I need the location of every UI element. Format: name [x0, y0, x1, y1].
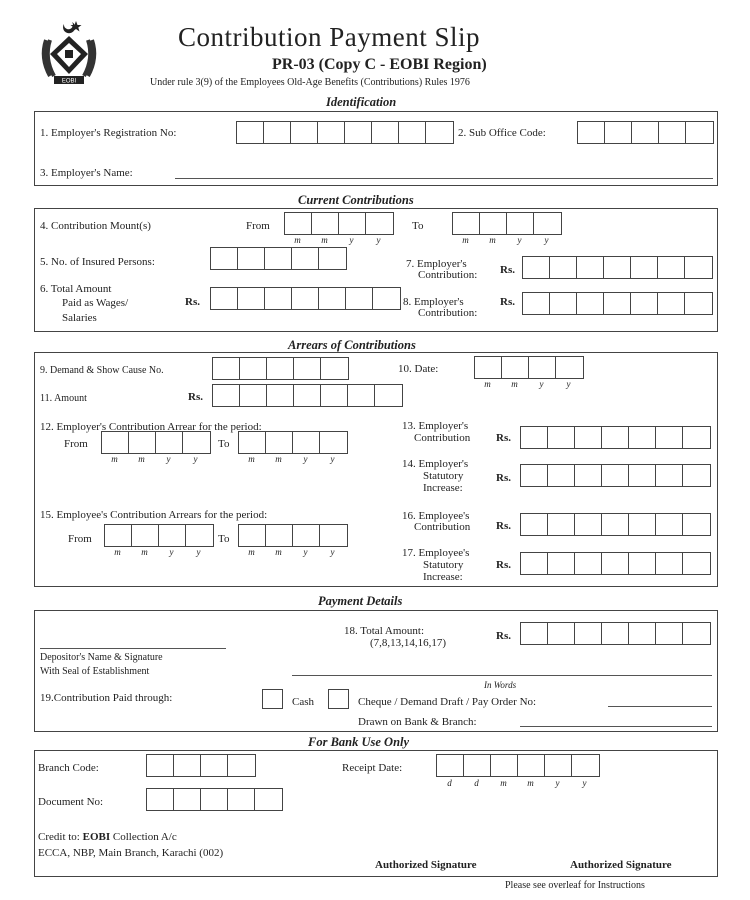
- employer-name-input[interactable]: [175, 178, 713, 179]
- footer-note: Please see overleaf for Instructions: [505, 880, 645, 891]
- rs-label: Rs.: [500, 296, 515, 308]
- authorized-signature-2: Authorized Signature: [570, 859, 672, 871]
- employer-arrear-from-input[interactable]: [101, 431, 211, 454]
- rs-label: Rs.: [496, 472, 511, 484]
- depositor-label: Depositor's Name & Signature: [40, 652, 163, 663]
- insured-persons-label: 5. No. of Insured Persons:: [40, 256, 155, 268]
- rule-note: Under rule 3(9) of the Employees Old-Age Benefits (Contributions) Rules 1976: [150, 77, 470, 88]
- svg-text:EOBI: EOBI: [61, 78, 77, 85]
- drawn-on-input[interactable]: [520, 726, 712, 727]
- from-label: From: [246, 220, 270, 232]
- receipt-date-input[interactable]: [436, 754, 600, 777]
- employee-arrear-period-label: 15. Employee's Contribution Arrears for the period:: [40, 509, 268, 521]
- total-amount-input[interactable]: [520, 622, 711, 645]
- cheque-number-input[interactable]: [608, 706, 712, 707]
- employee-statutory-label: Statutory: [423, 559, 464, 571]
- total-amount-wages-input[interactable]: [210, 287, 401, 310]
- in-words-label: In Words: [484, 680, 517, 690]
- rs-label: Rs.: [500, 264, 515, 276]
- contribution-from-input[interactable]: [284, 212, 394, 235]
- receipt-date-label: Receipt Date:: [342, 762, 403, 774]
- rs-label: Rs.: [185, 296, 200, 308]
- date-format-labels: m m y y: [248, 547, 335, 557]
- total-amount-label: 18. Total Amount:: [344, 625, 425, 637]
- employer-contribution-13-label: Contribution: [414, 432, 471, 444]
- employer-contribution-8-label: Contribution:: [418, 307, 478, 319]
- section-identification: Identification: [326, 95, 397, 109]
- depositor-label: With Seal of Establishment: [40, 666, 150, 677]
- branch-code-label: Branch Code:: [38, 762, 99, 774]
- contribution-months-label: 4. Contribution Mount(s): [40, 220, 151, 232]
- employee-arrear-from-input[interactable]: [104, 524, 214, 547]
- employer-contribution-label: 7. Employer's: [406, 258, 467, 270]
- depositor-signature-line[interactable]: [40, 648, 226, 649]
- rs-label: Rs.: [496, 559, 511, 571]
- insured-persons-input[interactable]: [210, 247, 347, 270]
- demand-show-cause-input[interactable]: [212, 357, 349, 380]
- demand-show-cause-label: 9. Demand & Show Cause No.: [40, 365, 164, 376]
- rs-label: Rs.: [188, 391, 203, 403]
- credit-to-text: Credit to: EOBI Collection A/c: [38, 831, 177, 843]
- credit-account-text: ECCA, NBP, Main Branch, Karachi (002): [38, 847, 224, 859]
- employee-arrear-to-input[interactable]: [238, 524, 348, 547]
- total-amount-fields-label: (7,8,13,14,16,17): [370, 637, 447, 649]
- form-title: Contribution Payment Slip: [178, 22, 481, 52]
- branch-code-input[interactable]: [146, 754, 256, 777]
- cash-label: Cash: [292, 696, 314, 708]
- date-format-labels: m m y y: [462, 235, 549, 245]
- employer-arrear-period-label: 12. Employer's Contribution Arrear for the period:: [40, 421, 262, 433]
- date-format-labels: m m y y: [114, 547, 201, 557]
- date-format-labels: d d m m y y: [447, 778, 587, 788]
- drawn-on-label: Drawn on Bank & Branch:: [358, 716, 477, 728]
- date-format-labels: m m y y: [484, 379, 571, 389]
- authorized-signature-1: Authorized Signature: [375, 859, 477, 871]
- date-format-labels: m m y y: [248, 454, 335, 464]
- total-amount-wages-label: Salaries: [62, 312, 97, 324]
- sub-office-code-input[interactable]: [577, 121, 714, 144]
- cheque-label: Cheque / Demand Draft / Pay Order No:: [358, 696, 537, 708]
- employer-contribution-8-input[interactable]: [522, 292, 713, 315]
- to-label: To: [218, 438, 230, 450]
- employer-arrear-to-input[interactable]: [238, 431, 348, 454]
- employer-name-label: 3. Employer's Name:: [40, 167, 133, 179]
- amount-input[interactable]: [212, 384, 403, 407]
- rs-label: Rs.: [496, 630, 511, 642]
- to-label: To: [412, 220, 424, 232]
- from-label: From: [64, 438, 88, 450]
- employer-contribution-13-input[interactable]: [520, 426, 711, 449]
- employee-statutory-input[interactable]: [520, 552, 711, 575]
- total-amount-wages-label: 6. Total Amount: [40, 283, 112, 295]
- to-label: To: [218, 533, 230, 545]
- employer-contribution-13-label: 13. Employer's: [402, 420, 469, 432]
- section-current-contributions: Current Contributions: [298, 193, 414, 207]
- total-amount-wages-label: Paid as Wages/: [62, 297, 129, 309]
- employer-registration-label: 1. Employer's Registration No:: [40, 127, 177, 139]
- document-no-label: Document No:: [38, 796, 104, 808]
- section-payment-details: Payment Details: [318, 594, 403, 608]
- cheque-checkbox[interactable]: [328, 689, 349, 709]
- employer-contribution-label: Contribution:: [418, 269, 478, 281]
- rs-label: Rs.: [496, 432, 511, 444]
- date-input[interactable]: [474, 356, 584, 379]
- employer-contribution-8-label: 8. Employer's: [403, 296, 464, 308]
- eobi-logo: [36, 18, 102, 88]
- amount-in-words-input[interactable]: [292, 675, 712, 676]
- date-format-labels: m m y y: [294, 235, 381, 245]
- document-no-input[interactable]: [146, 788, 283, 811]
- employer-statutory-label: Statutory: [423, 470, 464, 482]
- employer-registration-input[interactable]: [236, 121, 454, 144]
- date-label: 10. Date:: [398, 363, 439, 375]
- section-bank-use: For Bank Use Only: [308, 735, 410, 749]
- employee-contribution-16-label: 16. Employee's: [402, 510, 470, 522]
- cash-checkbox[interactable]: [262, 689, 283, 709]
- employee-contribution-16-label: Contribution: [414, 521, 471, 533]
- amount-label: 11. Amount: [40, 393, 87, 404]
- employee-statutory-label: Increase:: [423, 571, 463, 583]
- employee-statutory-label: 17. Employee's: [402, 547, 470, 559]
- employer-contribution-input[interactable]: [522, 256, 713, 279]
- employer-statutory-label: 14. Employer's: [402, 458, 469, 470]
- sub-office-code-label: 2. Sub Office Code:: [458, 127, 546, 139]
- contribution-to-input[interactable]: [452, 212, 562, 235]
- paid-through-label: 19.Contribution Paid through:: [40, 692, 173, 704]
- from-label: From: [68, 533, 92, 545]
- employer-statutory-input[interactable]: [520, 464, 711, 487]
- employee-contribution-16-input[interactable]: [520, 513, 711, 536]
- rs-label: Rs.: [496, 520, 511, 532]
- employer-statutory-label: Increase:: [423, 482, 463, 494]
- date-format-labels: m m y y: [111, 454, 198, 464]
- section-arrears: Arrears of Contributions: [288, 338, 416, 352]
- form-subtitle: PR-03 (Copy C - EOBI Region): [272, 56, 487, 73]
